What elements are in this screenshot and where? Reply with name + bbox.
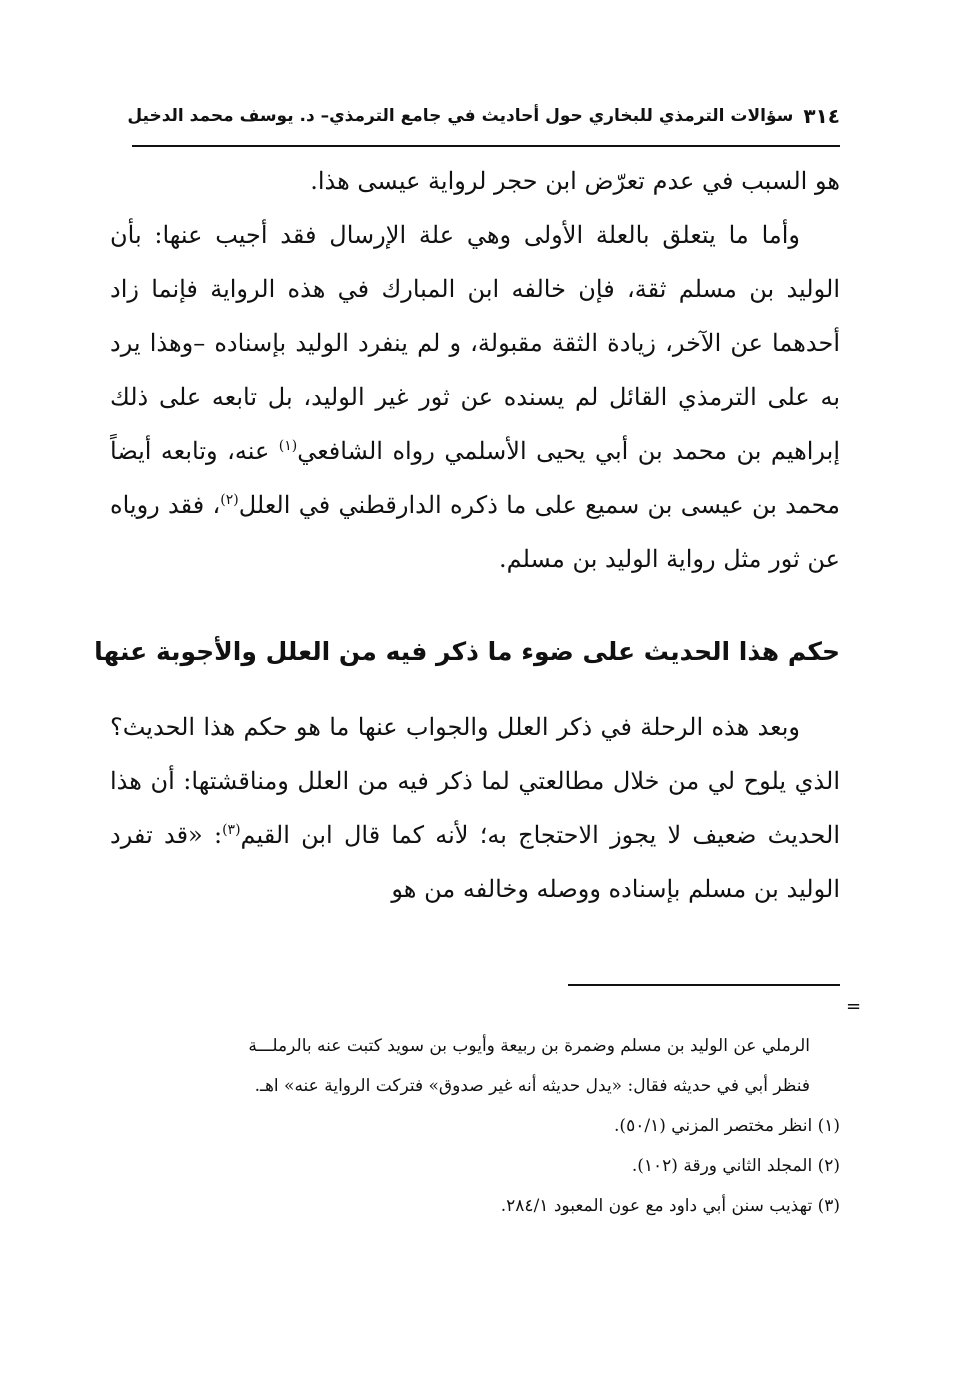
footnote-ref-2: (٢): [220, 492, 239, 508]
footnote-1: (١) انظر مختصر المزني (٥٠/١).: [614, 1116, 840, 1136]
running-title: سؤالات الترمذي للبخاري حول أحاديث في جامع الترمذي– د. يوسف محمد الدخيل: [127, 106, 794, 126]
footnote-2: (٢) المجلد الثاني ورقة (١٠٢).: [631, 1156, 840, 1176]
paragraph-text: وأما ما يتعلق بالعلة الأولى وهي علة الإرسال فقد أجيب عنها: بأن الوليد بن مسلم ثقة، فإن خالفه ابن المبارك في هذه الرواية فإنما زاد أحدهما عن الآخر، زيادة الثقة مقبولة، و لم ينفرد الوليد بإسناده –وهذا يرد به على الترمذي القائل لم يسنده عن ثور غير الوليد، بل تابعه على ذلك إبراهيم بن محمد بن أبي يحيى الأسلمي رواه الشافعي: [110, 221, 840, 465]
section-heading: حكم هذا الحديث على ضوء ما ذكر فيه من العلل والأجوبة عنها: [94, 637, 840, 666]
main-text-block: [110, 154, 840, 586]
running-header: [127, 98, 840, 134]
paragraph-text: ، فقد روياه عن ثور مثل رواية الوليد بن مسلم.: [110, 491, 840, 573]
paragraph-text: عنه، وتابعه أيضاً محمد بن عيسى بن سميع على ما ذكره الدارقطني في العلل: [110, 437, 840, 519]
footnote-3: (٣) تهذيب سنن أبي داود مع عون المعبود ٢٨٤/١.: [500, 1196, 840, 1216]
page-number: ٣١٤: [803, 104, 840, 128]
paragraph-text: : «قد تفرد الوليد بن مسلم بإسناده ووصله وخالفه من هو: [110, 821, 840, 903]
paragraph-text: وبعد هذه الرحلة في ذكر العلل والجواب عنها ما هو حكم هذا الحديث؟ الذي يلوح لي من خلال مطالعتي لما ذكر فيه من العلل ومناقشتها: أن هذا الحديث ضعيف لا يجوز الاحتجاج به؛ لأنه كما قال ابن القيم: [110, 713, 840, 849]
paragraph-reply-to-first-defect: [110, 208, 840, 586]
paragraph-ruling: [110, 700, 840, 916]
footnote-ref-1: (١): [278, 438, 298, 454]
paragraph-continuation: هو السبب في عدم تعرّض ابن حجر لرواية عيسى هذا.: [310, 167, 840, 195]
header-rule: [132, 145, 840, 147]
footnotes: [122, 1026, 840, 1226]
footnote-separator: [568, 984, 840, 986]
section-text-block: [110, 700, 840, 916]
footnote-continuation-mark: =: [846, 996, 862, 1017]
footnote-continued-line: فنظر أبي في حديثه فقال: «يدل حديثه أنه غير صدوق» فتركت الرواية عنه» اهـ.: [254, 1076, 810, 1096]
footnote-continued-line: الرملي عن الوليد بن مسلم وضمرة بن ربيعة وأيوب بن سويد كتبت عنه بالرملـــة: [248, 1036, 810, 1056]
footnote-ref-3: (٣): [222, 822, 241, 838]
